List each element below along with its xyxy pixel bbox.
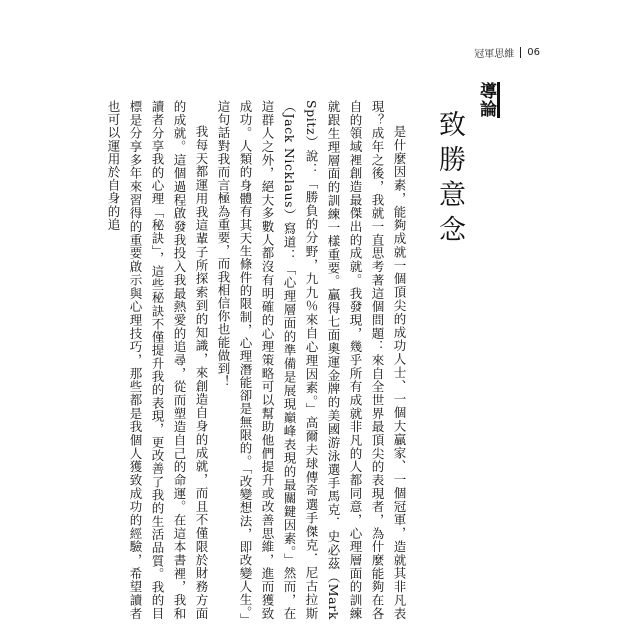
- page-number: 06: [527, 47, 540, 58]
- chapter-title: 致勝意念: [434, 110, 465, 250]
- book-title: 冠軍思維: [474, 49, 515, 60]
- header-divider: [520, 47, 521, 58]
- body-text: [106, 100, 410, 620]
- chapter-label: 導論: [476, 82, 500, 118]
- running-header: [474, 45, 540, 60]
- paragraph-2: 我每天都運用我這輩子所探索到的知識，來創造自身的成就，而且不僅限於財務方面的成就。這個過程啟發我投入我最熱愛的追尋，從而塑造自己的命運。在這本書裡，我和讀者分享我的心理「秘訣」，這些秘訣不僅提升我的表現，更改善了我的生活品質。我的目標是分享多年來習得的重要啟示與心理技巧，那些都是我個人獲致成功的經驗，希望讀者也可以運用於自身的追: [106, 100, 209, 620]
- paragraph-1: 是什麼因素，能夠成就一個頂尖的成功人士、一個大贏家、一個冠軍，造就其非凡表現？成年之後，我就一直思考著這個問題：來自全世界最頂尖的表現者，為什麼能夠在各自的領域裡創造最傑出的成就。我發現，幾乎所有成就非凡的人都同意，心理層面的訓練就跟生理層面的訓練一樣重要。贏得七面奧運金牌的美國游泳選手馬克．史必茲（Mark Spitz）說：「勝負的分野，九九％來自心理因素。」高爾夫球傳奇選手傑克．尼古拉斯（Jack Nicklaus）寫道：「心理層面的準備是展現巔峰表現的最關鍵因素。」然而，在這群人之外，絕大多數人都沒有明確的心理策略可以幫助他們提升或改善思維，進而獲致成功。人類的身體有其天生條件的限制，心理潛能卻是無限的。「改變想法，即改變人生。」這句話對我而言極為重要，而我相信你也能做到！: [216, 100, 407, 620]
